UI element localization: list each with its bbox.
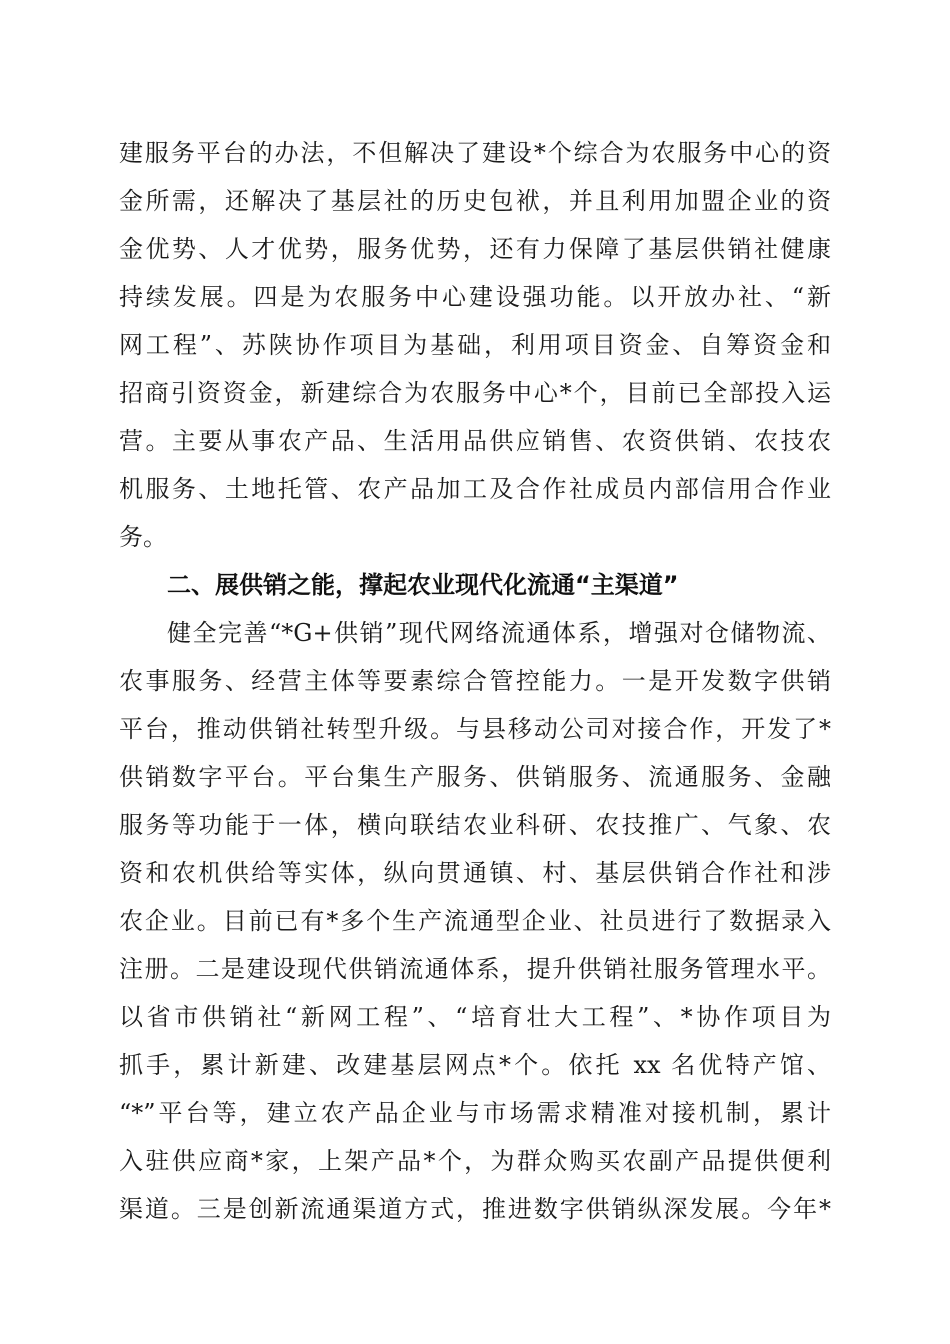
paragraph-line: 农企业。目前已有*多个生产流通型企业、社员进行了数据录入: [119, 907, 831, 935]
paragraph-line: 以省市供销社“新网工程”、“培育壮大工程”、*协作项目为: [119, 1003, 831, 1031]
paragraph-line: 机服务、土地托管、农产品加工及合作社成员内部信用合作业: [119, 475, 831, 503]
paragraph-line: 金优势、人才优势，服务优势，还有力保障了基层供销社健康: [119, 235, 831, 263]
paragraph-line: 资和农机供给等实体，纵向贯通镇、村、基层供销合作社和涉: [119, 859, 831, 887]
paragraph-line: 建服务平台的办法，不但解决了建设*个综合为农服务中心的资: [119, 139, 831, 167]
paragraph-line: 营。主要从事农产品、生活用品供应销售、农资供销、农技农: [119, 427, 831, 455]
paragraph-line: 供销数字平台。平台集生产服务、供销服务、流通服务、金融: [119, 763, 831, 791]
section-heading: 二、展供销之能，撑起农业现代化流通“主渠道”: [167, 571, 679, 599]
paragraph-line: 渠道。三是创新流通渠道方式，推进数字供销纵深发展。今年*: [119, 1195, 831, 1223]
paragraph-line: 注册。二是建设现代供销流通体系，提升供销社服务管理水平。: [119, 955, 831, 983]
paragraph-line: 抓手，累计新建、改建基层网点*个。依托 xx 名优特产馆、: [119, 1051, 831, 1079]
paragraph-line: 健全完善“*G+供销”现代网络流通体系，增强对仓储物流、: [167, 619, 831, 647]
paragraph-line: 招商引资资金，新建综合为农服务中心*个，目前已全部投入运: [119, 379, 831, 407]
paragraph-line: 金所需，还解决了基层社的历史包袱，并且利用加盟企业的资: [119, 187, 831, 215]
paragraph-line: 网工程”、苏陕协作项目为基础，利用项目资金、自筹资金和: [119, 331, 831, 359]
paragraph-line: “*”平台等，建立农产品企业与市场需求精准对接机制，累计: [119, 1099, 831, 1127]
paragraph-line: 务。: [119, 523, 167, 551]
paragraph-line: 持续发展。四是为农服务中心建设强功能。以开放办社、“新: [119, 283, 831, 311]
paragraph-line: 农事服务、经营主体等要素综合管控能力。一是开发数字供销: [119, 667, 831, 695]
paragraph-line: 平台，推动供销社转型升级。与县移动公司对接合作，开发了*: [119, 715, 831, 743]
paragraph-line: 服务等功能于一体，横向联结农业科研、农技推广、气象、农: [119, 811, 831, 839]
paragraph-line: 入驻供应商*家，上架产品*个，为群众购买农副产品提供便利: [119, 1147, 831, 1175]
